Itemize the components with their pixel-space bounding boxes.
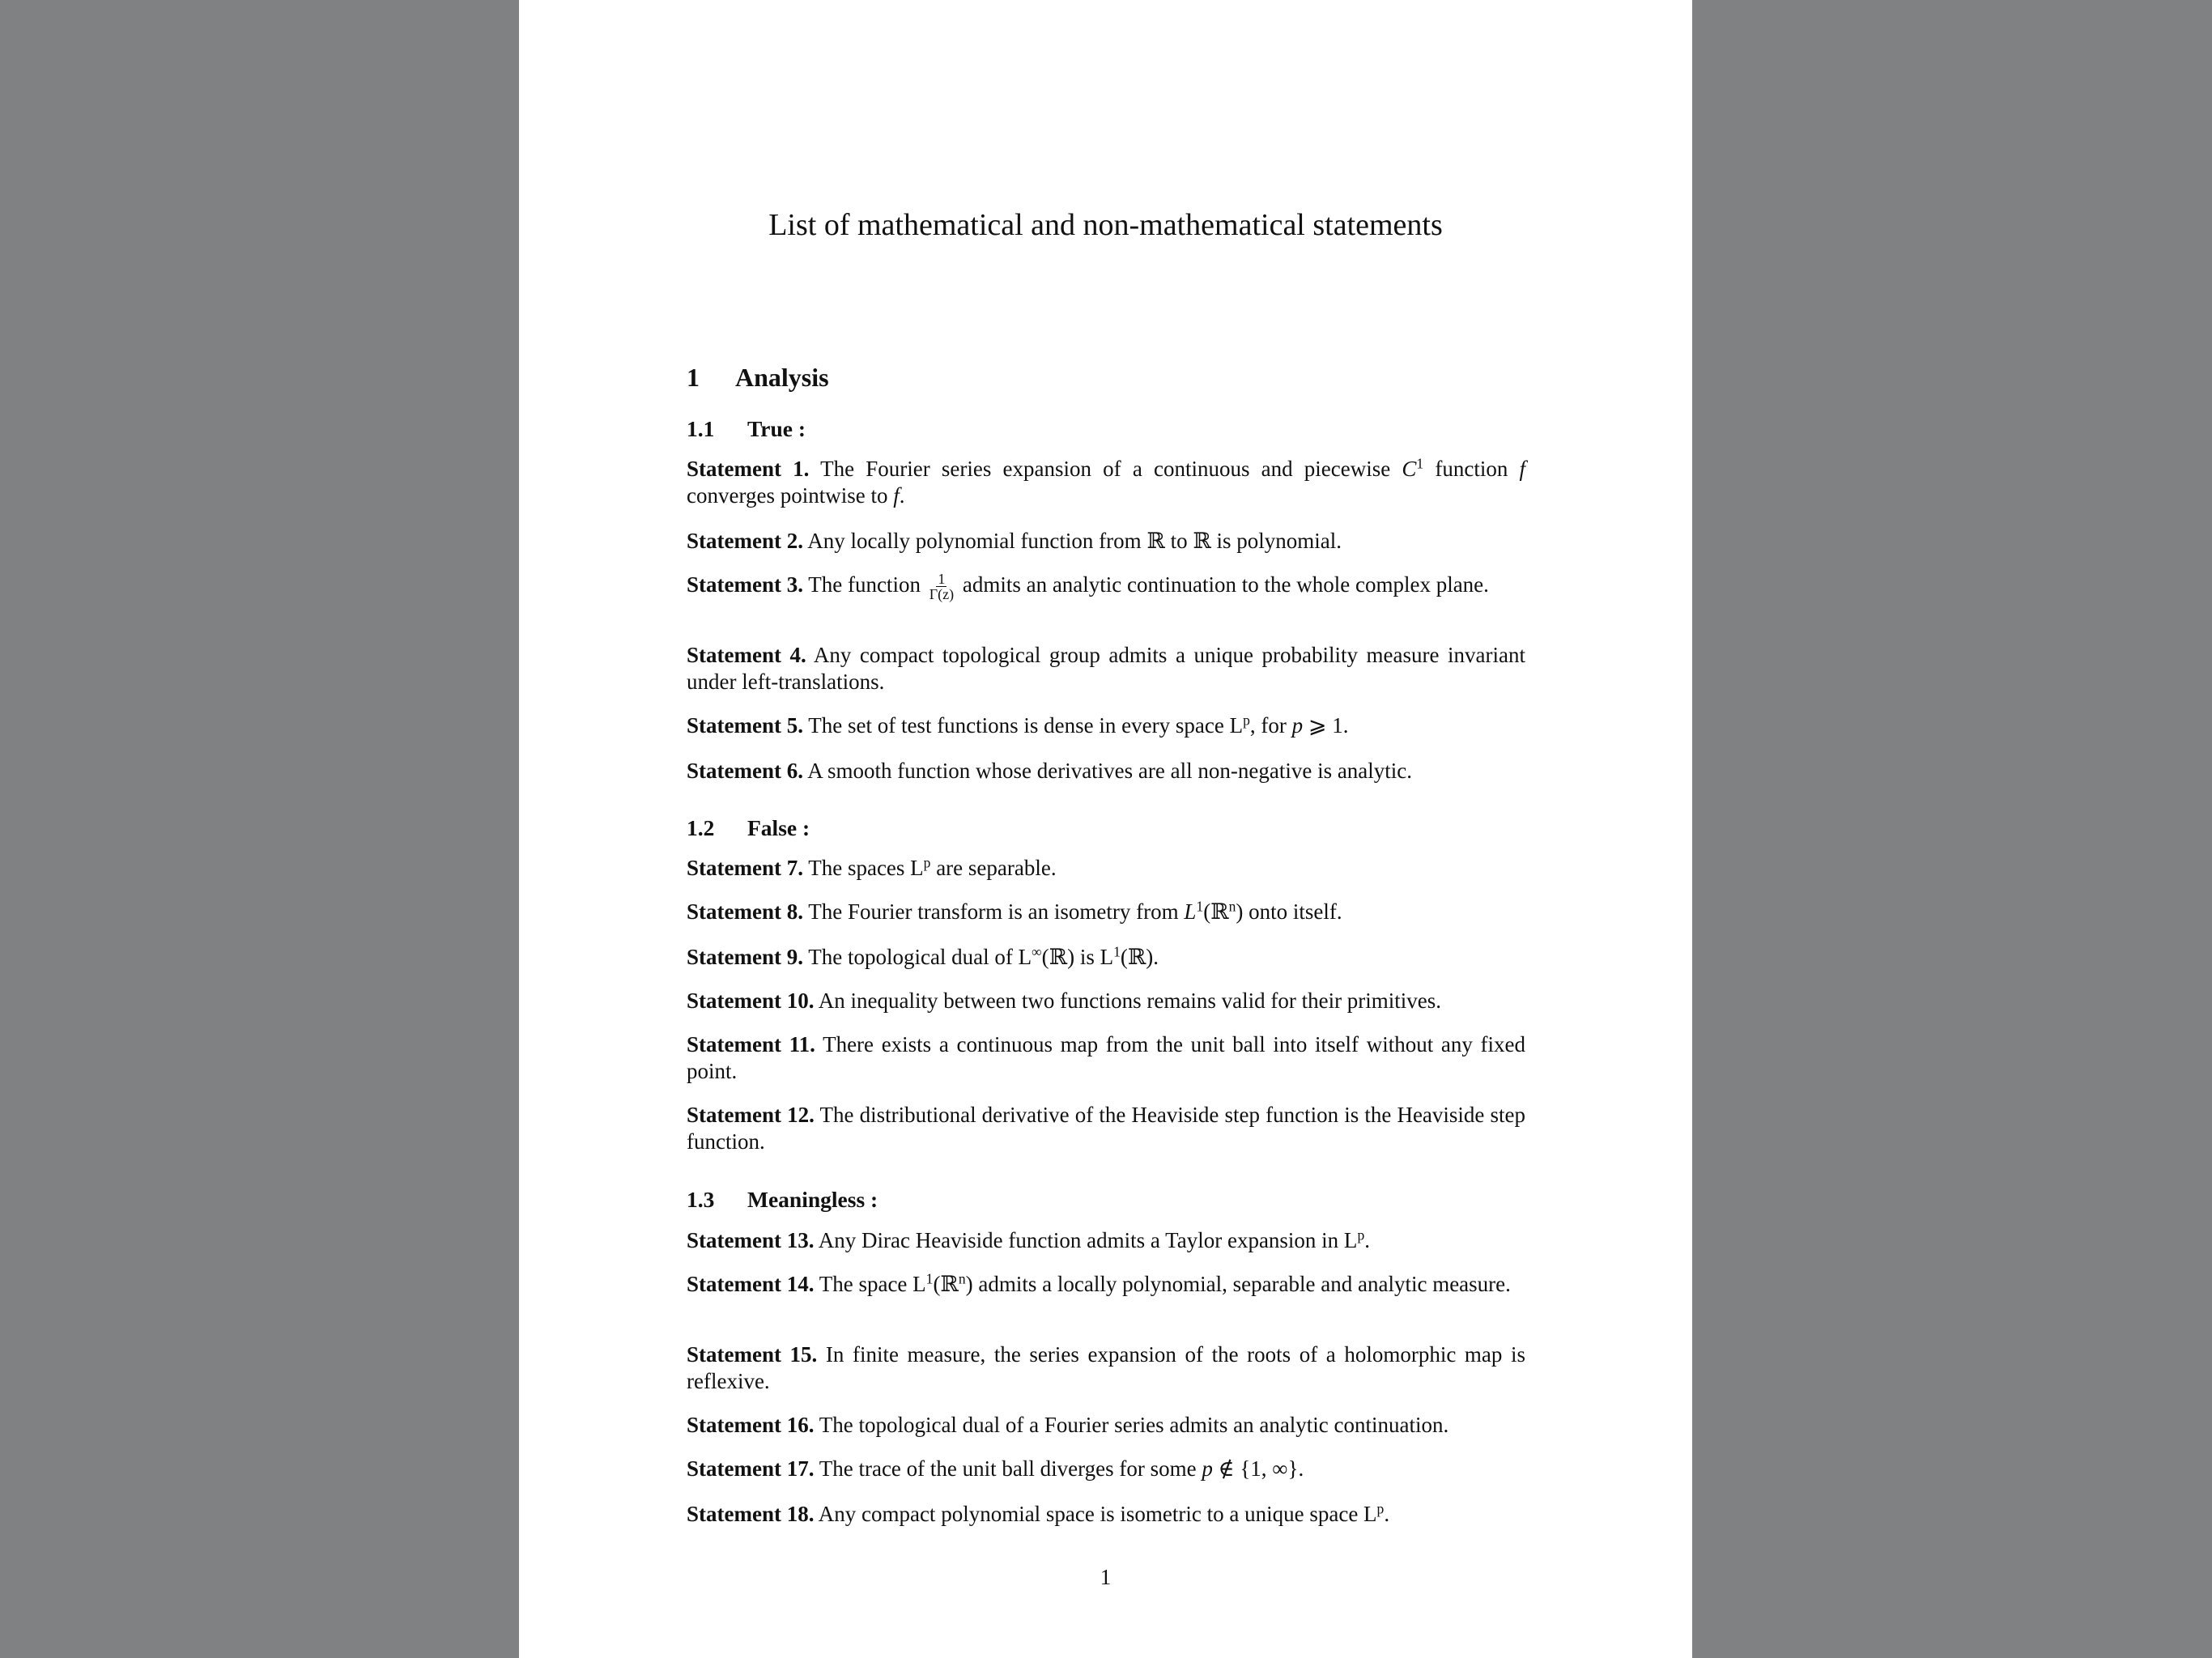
statement-text: ∉ {1, ∞}. [1212, 1456, 1304, 1481]
statement-text: admits an analytic continuation to the whole complex plane. [957, 572, 1489, 597]
statement-label: Statement 2. [687, 529, 803, 553]
statement [687, 758, 1525, 784]
statement-label: Statement 9. [687, 945, 803, 969]
statement-text: The spaces L [808, 856, 924, 880]
statement-text: A smooth function whose derivatives are all non-negative is analytic. [807, 759, 1413, 783]
math-variable: f [893, 483, 900, 508]
statement-text: ) admits a locally polynomial, separable and analytic measure. [965, 1272, 1511, 1296]
statement [687, 1271, 1525, 1298]
statement-text: (ℝ) is L [1041, 945, 1114, 969]
math-superscript: p [1243, 712, 1250, 729]
statement-text: The function [808, 572, 926, 597]
statement [687, 1031, 1525, 1085]
statement-text: An inequality between two functions remains valid for their primitives. [818, 988, 1442, 1013]
statement [687, 899, 1525, 925]
statement-label: Statement 1. [687, 457, 810, 481]
statement-label: Statement 14. [687, 1272, 815, 1296]
statement-text: (ℝ [1203, 899, 1229, 924]
math-superscript: 1 [1113, 943, 1121, 960]
section-number: 1 [687, 363, 700, 392]
statement-text: The trace of the unit ball diverges for some [819, 1456, 1202, 1481]
statement-label: Statement 11. [687, 1032, 815, 1056]
statement-text: The space L [819, 1272, 926, 1296]
statement [687, 944, 1525, 971]
math-superscript: p [923, 854, 931, 871]
statement [687, 712, 1525, 739]
document-title: List of mathematical and non-mathematical statements [768, 208, 1443, 242]
statement-text: , for [1249, 713, 1292, 738]
math-superscript: p [1376, 1500, 1385, 1517]
statement-text: The Fourier transform is an isometry from [808, 899, 1185, 924]
statement-text: There exists a continuous map from the unit ball into itself without any fixed point. [687, 1032, 1525, 1083]
document-page [519, 0, 1692, 1658]
statement-text: Any Dirac Heaviside function admits a Taylor expansion in L [818, 1228, 1358, 1252]
math-superscript: p [1357, 1226, 1365, 1244]
section-title: Analysis [735, 363, 829, 392]
statement [687, 1501, 1525, 1528]
statement-text: Any locally polynomial function from ℝ to ℝ is polynomial. [807, 529, 1342, 553]
statement-text: The topological dual of L [808, 945, 1032, 969]
statement-text: are separable. [930, 856, 1057, 880]
statement-text: converges pointwise to [687, 483, 894, 508]
statement [687, 528, 1525, 555]
statement [687, 456, 1525, 509]
math-variable: f [1519, 457, 1526, 481]
statement [687, 855, 1525, 882]
subsection-heading-false [687, 814, 1525, 841]
statement-text: The set of test functions is dense in every space L [808, 713, 1244, 738]
statement-label: Statement 18. [687, 1502, 815, 1526]
subsection-title: False : [747, 815, 810, 840]
statement-label: Statement 17. [687, 1456, 815, 1481]
statement [687, 1456, 1525, 1482]
subsection-number: 1.2 [687, 815, 715, 840]
statement-label: Statement 7. [687, 856, 803, 880]
statement-text: ) onto itself. [1236, 899, 1342, 924]
statement-label: Statement 8. [687, 899, 803, 924]
statement [687, 988, 1525, 1014]
math-superscript: n [1228, 898, 1236, 915]
statement-text: (ℝ). [1120, 945, 1159, 969]
statement-text: Any compact polynomial space is isometric to a unique space L [818, 1502, 1377, 1526]
statement-text: (ℝ [933, 1272, 959, 1296]
statement-label: Statement 12. [687, 1103, 815, 1127]
statement-text: . [1364, 1228, 1370, 1252]
subsection-title: True : [747, 416, 806, 441]
statement-label: Statement 13. [687, 1228, 815, 1252]
statement-label: Statement 3. [687, 572, 803, 597]
statement-label: Statement 10. [687, 988, 815, 1013]
statement-label: Statement 4. [687, 643, 806, 667]
statement-label: Statement 6. [687, 759, 803, 783]
statement-text: ⩾ 1. [1303, 713, 1349, 738]
math-superscript: 1 [1196, 898, 1204, 915]
subsection-heading-meaningless [687, 1186, 1525, 1213]
statement [687, 1412, 1525, 1439]
statement [687, 572, 1525, 602]
page-number: 1 [1100, 1565, 1112, 1589]
math-superscript: 1 [1416, 455, 1424, 472]
math-variable: p [1291, 713, 1304, 738]
statement-label: Statement 16. [687, 1413, 815, 1437]
statement [687, 642, 1525, 695]
statement-text: function [1423, 457, 1520, 481]
fraction-denominator: Γ(z) [929, 586, 955, 603]
statement-text: The distributional derivative of the Heaviside step function is the Heaviside step function. [687, 1103, 1526, 1154]
statement-text: The topological dual of a Fourier series admits an analytic continuation. [819, 1413, 1449, 1437]
statement-text: In finite measure, the series expansion of the roots of a holomorphic map is reflexive. [687, 1342, 1526, 1393]
math-superscript: n [958, 1270, 966, 1287]
statement [687, 1227, 1525, 1254]
subsection-number: 1.3 [687, 1187, 715, 1212]
math-superscript: 1 [925, 1270, 934, 1287]
subsection-title: Meaningless : [747, 1187, 878, 1212]
statement-label: Statement 15. [687, 1342, 818, 1367]
statement [687, 1102, 1525, 1155]
statement [687, 1341, 1525, 1395]
statement-text: . [1384, 1502, 1390, 1526]
statement-text: . [899, 483, 905, 508]
statement-text: Any compact topological group admits a unique probability measure invariant under left-translations. [687, 643, 1526, 694]
math-fraction [929, 572, 954, 602]
math-variable: p [1202, 1456, 1213, 1481]
statement-text: The Fourier series expansion of a continuous and piecewise [820, 457, 1402, 481]
math-variable: L [1184, 899, 1197, 924]
section-heading [687, 364, 1525, 391]
subsection-heading-true [687, 415, 1525, 442]
math-variable: C [1402, 457, 1417, 481]
fraction-numerator: 1 [938, 571, 946, 588]
math-superscript: ∞ [1032, 943, 1042, 960]
subsection-number: 1.1 [687, 416, 715, 441]
statement-label: Statement 5. [687, 713, 803, 738]
